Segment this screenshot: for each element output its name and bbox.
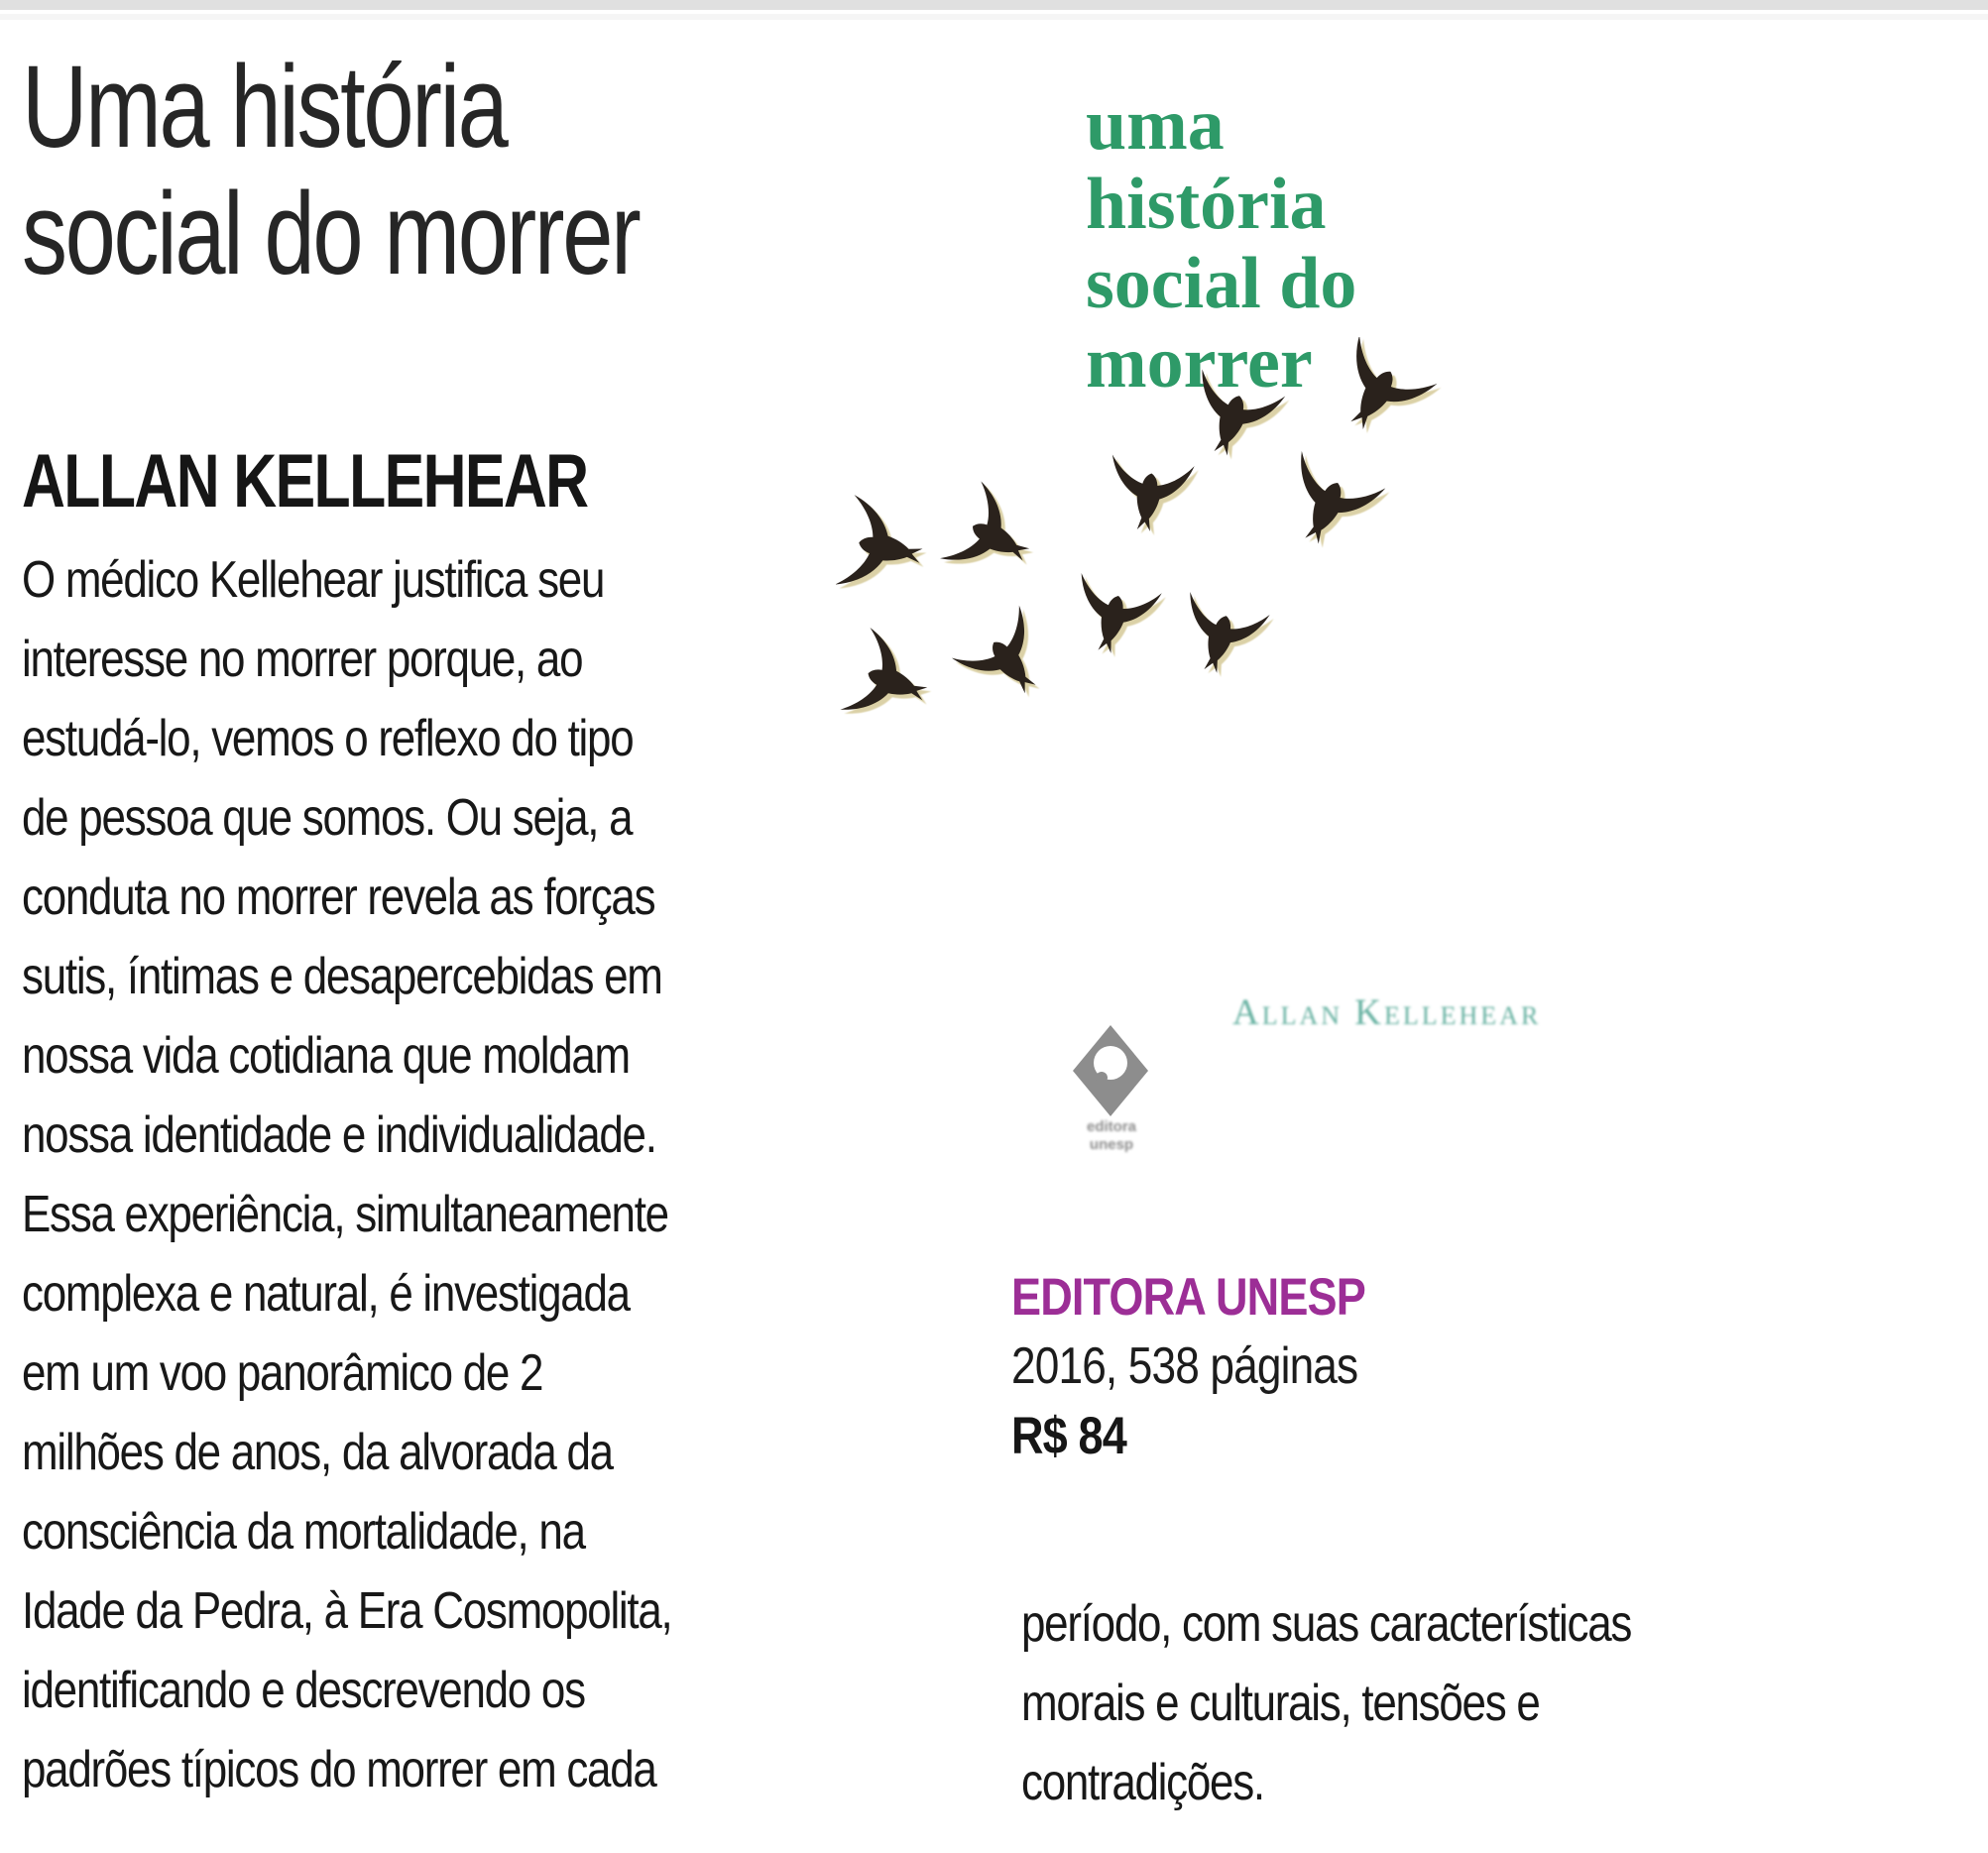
review-body-line: em um voo panorâmico de 2 <box>22 1344 543 1402</box>
bird-icon <box>1064 573 1161 661</box>
book-cover-title-line: social do <box>1086 243 1357 324</box>
top-divider-bar-faint <box>0 14 1988 20</box>
review-body-line: conduta no morrer revela as forças <box>22 869 655 926</box>
review-body-line: identificando e descrevendo os <box>22 1662 585 1719</box>
page-title-line2: social do morrer <box>22 169 640 299</box>
publisher-name: EDITORA UNESP <box>1011 1268 1365 1327</box>
bird-icon <box>835 495 930 601</box>
bird-icon <box>840 628 940 735</box>
review-body-line: milhões de anos, da alvorada da <box>22 1424 613 1481</box>
page-title-line1: Uma história <box>22 42 507 173</box>
price: R$ 84 <box>1011 1407 1126 1465</box>
year-and-pages: 2016, 538 páginas <box>1011 1337 1358 1395</box>
review-body-line: consciência da mortalidade, na <box>22 1503 585 1561</box>
book-cover-title-line: uma <box>1086 84 1225 166</box>
bird-icon <box>1179 369 1285 467</box>
review-continuation-text <box>1021 1584 1743 1822</box>
review-body-line: complexa e natural, é investigada <box>22 1265 630 1323</box>
bird-icon <box>1103 455 1195 536</box>
review-continuation-line: período, com suas características <box>1021 1595 1632 1653</box>
review-body-line: nossa vida cotidiana que moldam <box>22 1027 630 1085</box>
review-body-line: sutis, íntimas e desapercebidas em <box>22 948 662 1005</box>
birds-flock-illustration <box>813 337 1507 1011</box>
review-body-text <box>22 540 791 1809</box>
review-body-line: nossa identidade e individualidade. <box>22 1106 656 1164</box>
review-body-line: padrões típicos do morrer em cada <box>22 1741 656 1798</box>
top-divider-bar <box>0 0 1988 10</box>
review-body-line: estudá-lo, vemos o reflexo do tipo <box>22 710 634 767</box>
review-author-heading: ALLAN KELLEHEAR <box>22 439 588 523</box>
book-cover-title-line: história <box>1086 164 1327 245</box>
book-cover-title-line: morrer <box>1086 322 1313 404</box>
review-continuation-line: contradições. <box>1021 1754 1264 1811</box>
review-body-line: interesse no morrer porque, ao <box>22 631 583 688</box>
review-continuation-line: morais e culturais, tensões e <box>1021 1675 1540 1732</box>
book-cover-author: Allan Kellehear <box>1232 992 1542 1033</box>
review-body-line: O médico Kellehear justifica seu <box>22 551 605 609</box>
bird-icon <box>940 481 1047 593</box>
page-title <box>22 44 813 297</box>
bird-icon <box>952 606 1064 716</box>
review-body-line: Idade da Pedra, à Era Cosmopolita, <box>22 1582 672 1640</box>
bird-icon <box>1318 337 1437 450</box>
bird-icon <box>1171 592 1270 683</box>
review-body-line: Essa experiência, simultaneamente <box>22 1186 668 1243</box>
editora-unesp-logo-text: editora unesp <box>1086 1118 1136 1153</box>
editora-unesp-logo <box>1069 1023 1152 1122</box>
review-body-line: de pessoa que somos. Ou seja, a <box>22 789 633 847</box>
bird-icon <box>1270 451 1385 560</box>
